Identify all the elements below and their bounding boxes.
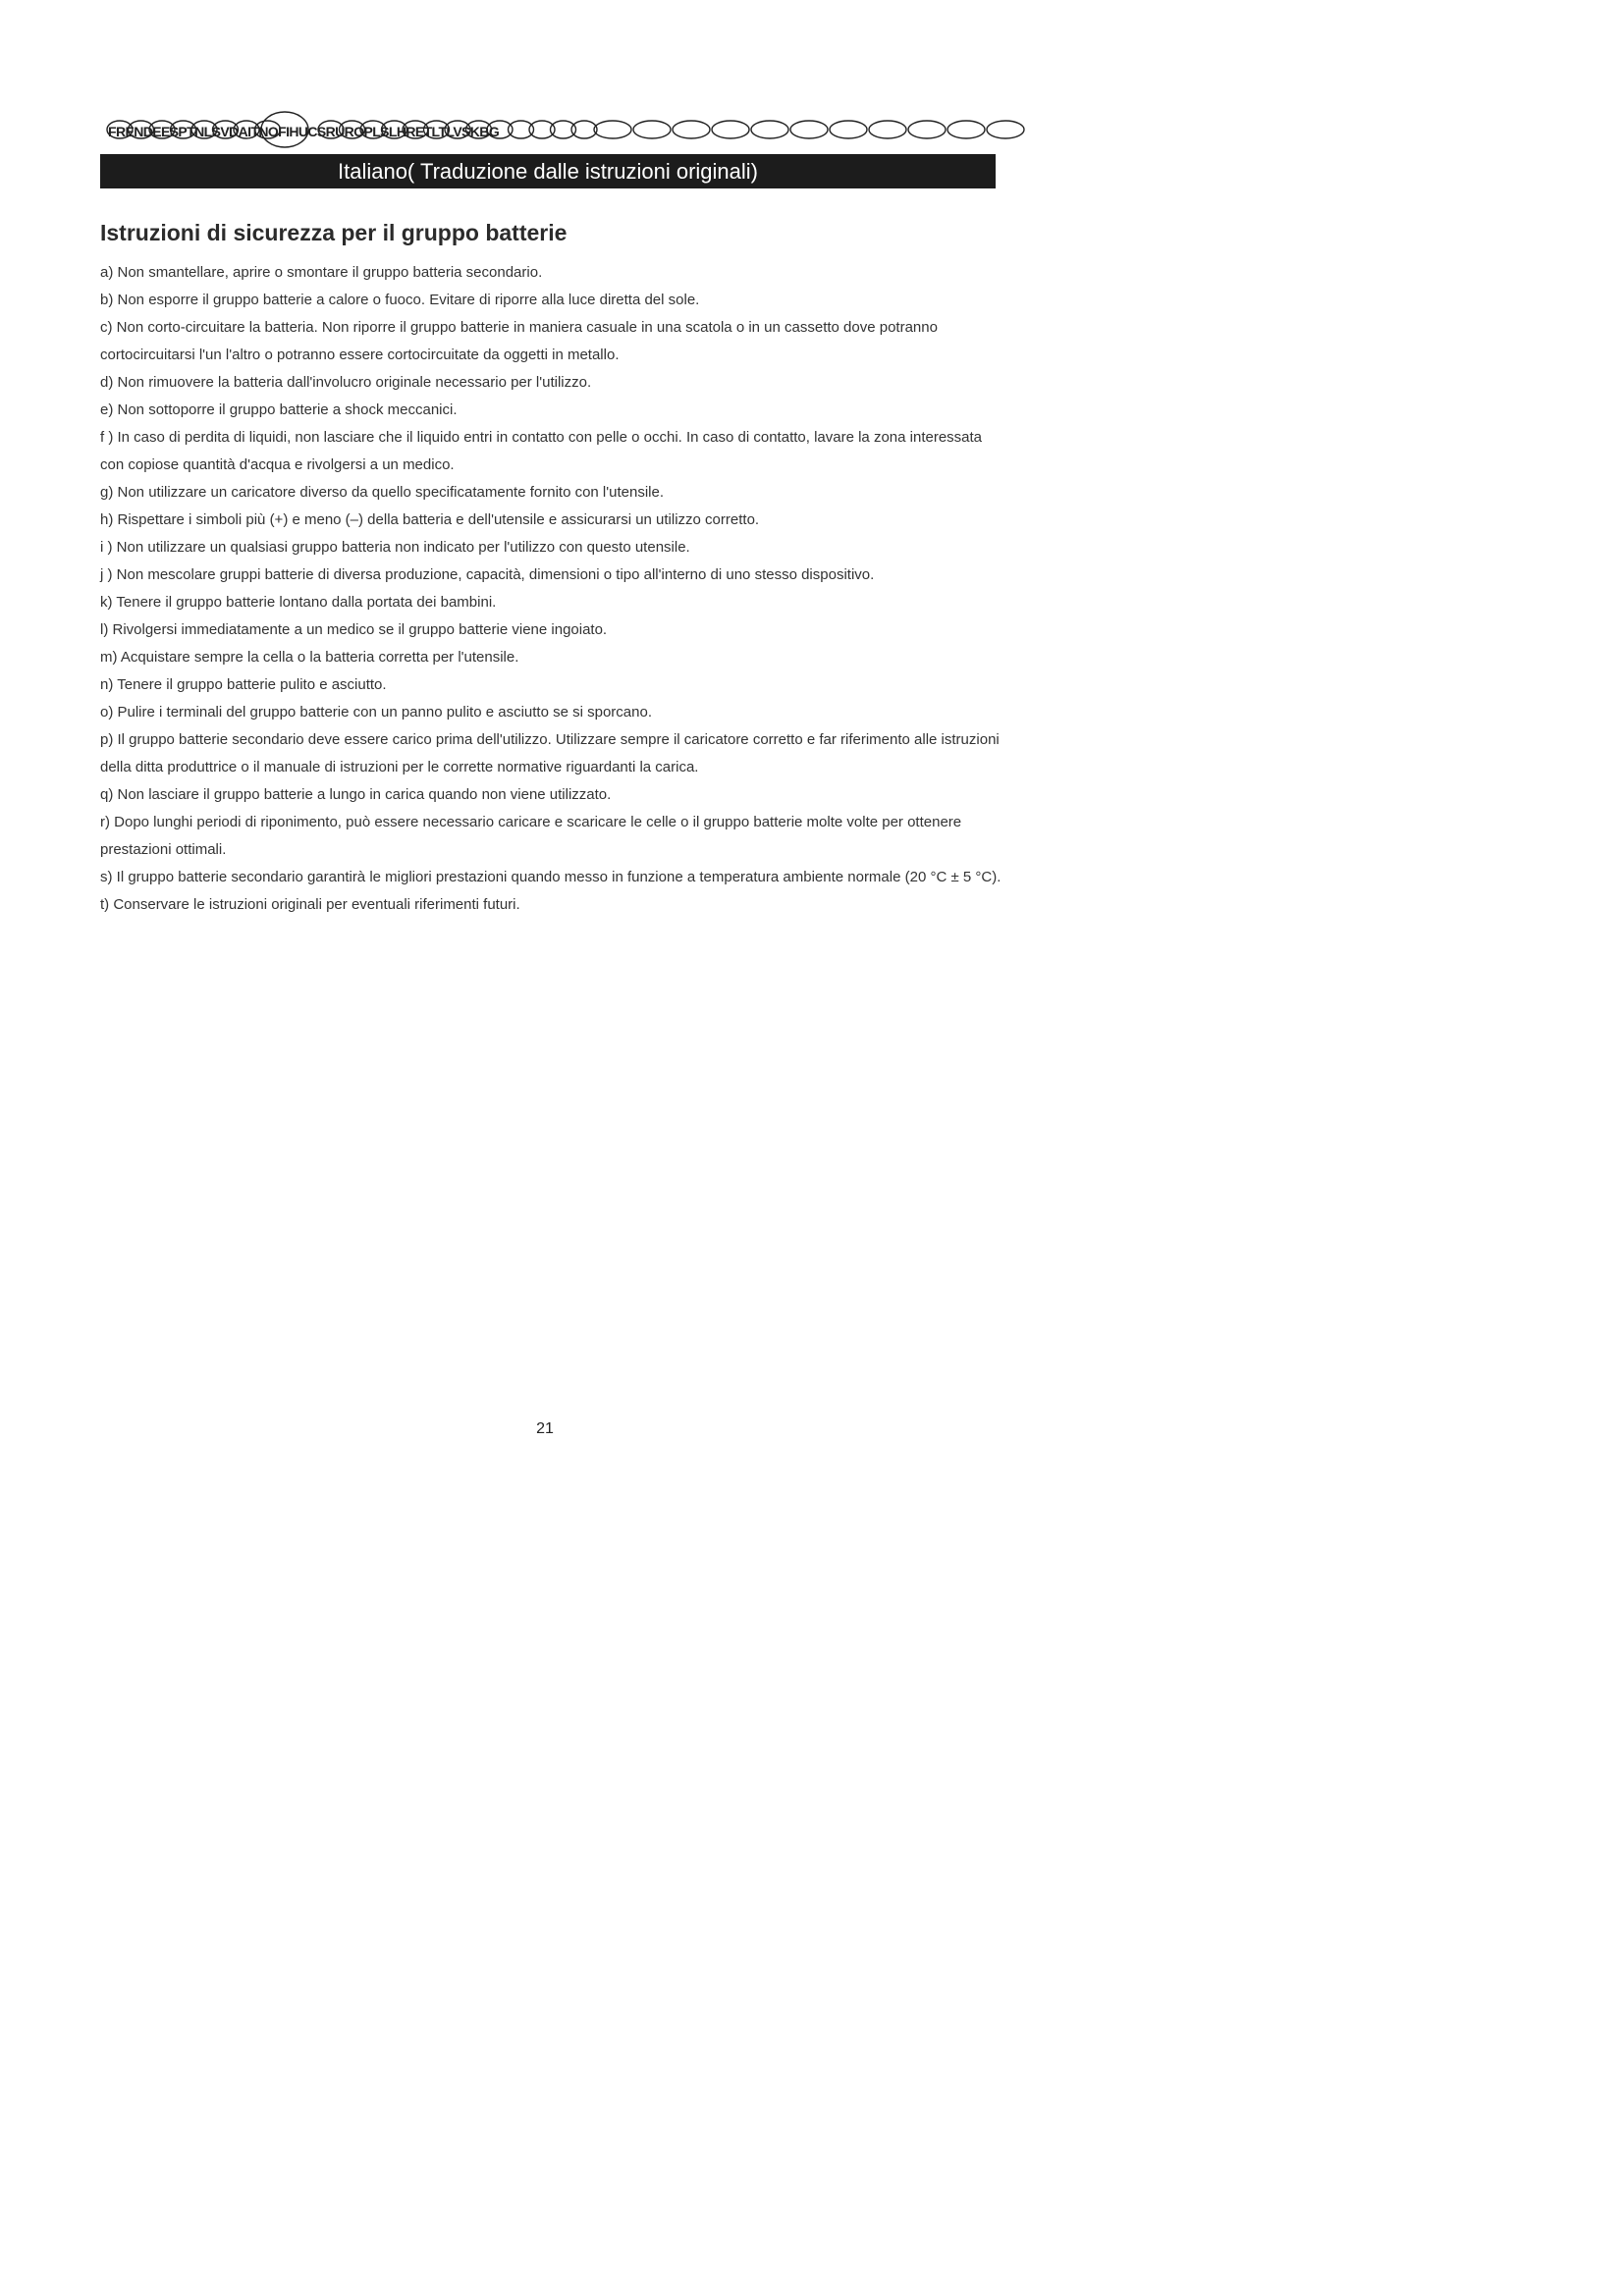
instruction-item: m) Acquistare sempre la cella o la batteria corretta per l'utensile. bbox=[100, 649, 519, 666]
instruction-item: k) Tenere il gruppo batterie lontano dalla portata dei bambini. bbox=[100, 594, 497, 611]
instruction-item: q) Non lasciare il gruppo batterie a lungo in carica quando non viene utilizzato. bbox=[100, 786, 612, 803]
banner-title: Italiano( Traduzione dalle istruzioni originali) bbox=[337, 159, 758, 184]
language-tab-oval bbox=[633, 121, 671, 138]
language-tab-oval bbox=[947, 121, 985, 138]
language-tab-oval bbox=[673, 121, 710, 138]
language-codes: FRENDEESPTNLSVDAITNOFIHUCSRUROPLSLHRETLTLVSKBG bbox=[108, 124, 500, 139]
instruction-item: r) Dopo lunghi periodi di riponimento, può essere necessario caricare e scaricare le celle o il gruppo batterie molte volte per ottenere prestazioni ottimali. bbox=[100, 814, 962, 858]
instruction-item: n) Tenere il gruppo batterie pulito e asciutto. bbox=[100, 676, 387, 693]
instruction-item: a) Non smantellare, aprire o smontare il gruppo batteria secondario. bbox=[100, 264, 543, 281]
language-tab-oval bbox=[712, 121, 749, 138]
instruction-item: l) Rivolgersi immediatamente a un medico se il gruppo batterie viene ingoiato. bbox=[100, 621, 608, 638]
language-tab-oval bbox=[987, 121, 1024, 138]
language-tab-oval bbox=[830, 121, 867, 138]
instruction-item: e) Non sottoporre il gruppo batterie a shock meccanici. bbox=[100, 401, 458, 418]
language-tab-oval bbox=[751, 121, 788, 138]
instruction-item: s) Il gruppo batterie secondario garantirà le migliori prestazioni quando messo in funzione a temperatura ambiente normale (20 °C ± 5 °C). bbox=[100, 869, 1001, 885]
instruction-item: i ) Non utilizzare un qualsiasi gruppo batteria non indicato per l'utilizzo con questo utensile. bbox=[100, 539, 690, 556]
instruction-item: h) Rispettare i simboli più (+) e meno (–) della batteria e dell'utensile e assicurarsi un utilizzo corretto. bbox=[100, 511, 760, 528]
section-heading: Istruzioni di sicurezza per il gruppo batterie bbox=[100, 220, 568, 245]
instruction-list bbox=[100, 259, 1003, 919]
instruction-item: t) Conservare le istruzioni originali per eventuali riferimenti futuri. bbox=[100, 896, 520, 913]
instruction-item: d) Non rimuovere la batteria dall'involucro originale necessario per l'utilizzo. bbox=[100, 374, 592, 391]
page-number: 21 bbox=[536, 1420, 554, 1437]
language-title-banner bbox=[100, 154, 996, 188]
instruction-item: c) Non corto-circuitare la batteria. Non riporre il gruppo batterie in maniera casuale in una scatola o in un cassetto dove potranno cortocircuitarsi l'un l'altro o potranno essere cortocircuitate da oggetti in metallo. bbox=[100, 319, 938, 363]
instruction-item: j ) Non mescolare gruppi batterie di diversa produzione, capacità, dimensioni o tipo all'interno di uno stesso dispositivo. bbox=[100, 566, 875, 583]
instruction-item: f ) In caso di perdita di liquidi, non lasciare che il liquido entri in contatto con pelle o occhi. In caso di contatto, lavare la zona interessata con copiose quantità d'acqua e rivolgersi a un medico. bbox=[100, 429, 983, 473]
language-tab-oval bbox=[869, 121, 906, 138]
instruction-item: g) Non utilizzare un caricatore diverso da quello specificatamente fornito con l'utensile. bbox=[100, 484, 664, 501]
language-tab-oval bbox=[594, 121, 631, 138]
language-tab-oval bbox=[790, 121, 828, 138]
instruction-item: o) Pulire i terminali del gruppo batterie con un panno pulito e asciutto se si sporcano. bbox=[100, 704, 652, 721]
instruction-item: b) Non esporre il gruppo batterie a calore o fuoco. Evitare di riporre alla luce diretta del sole. bbox=[100, 292, 700, 308]
language-tab-oval bbox=[908, 121, 946, 138]
instruction-item: p) Il gruppo batterie secondario deve essere carico prima dell'utilizzo. Utilizzare sempre il caricatore corretto e far riferimento alle istruzioni della ditta produttrice o il manuale di istruzioni per le corrette normative riguardanti la carica. bbox=[100, 731, 1000, 775]
